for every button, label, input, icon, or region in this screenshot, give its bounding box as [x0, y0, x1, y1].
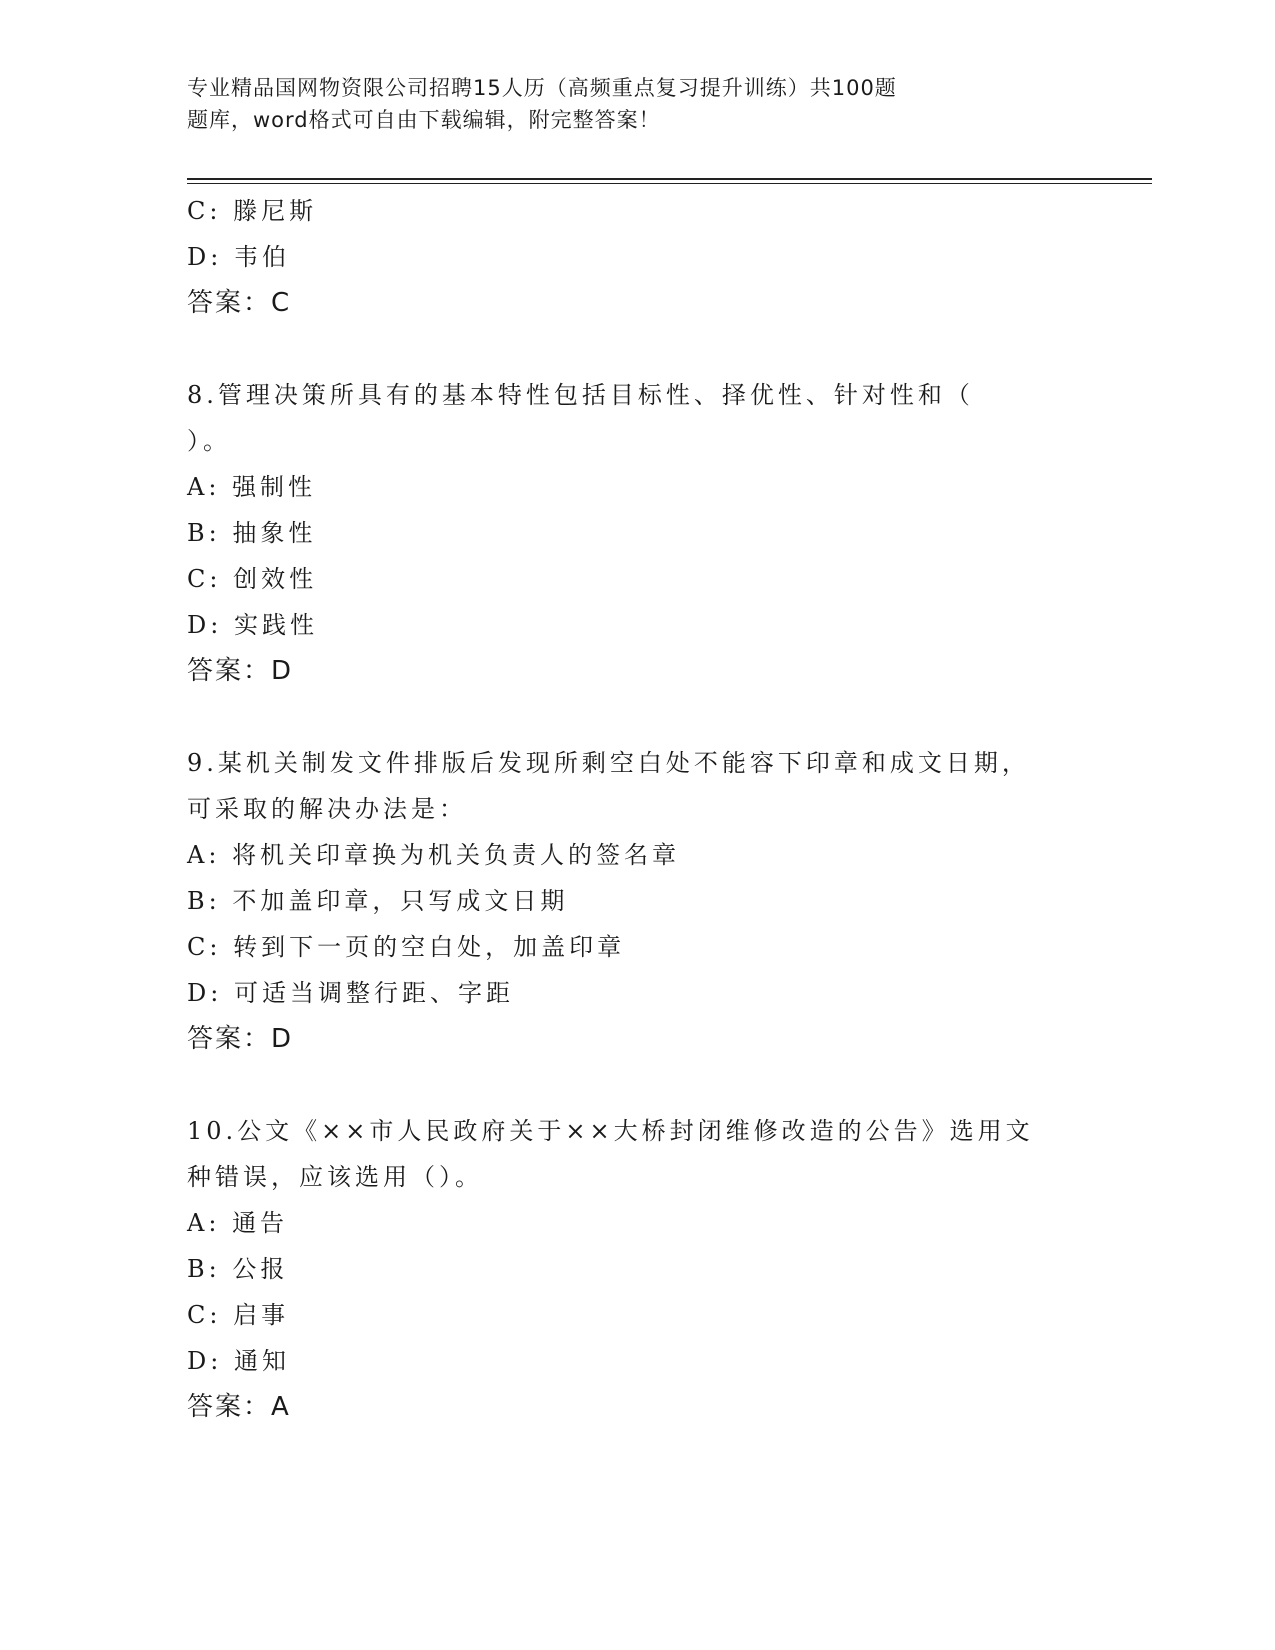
question-stem-line-2: 种错误，应该选用（）。	[187, 1163, 483, 1191]
option-a	[187, 832, 1087, 878]
option-letter: C:	[187, 933, 222, 961]
document-header	[187, 72, 1007, 136]
option-a	[187, 464, 1087, 510]
question-content	[187, 188, 1087, 1430]
option-text: 通知	[233, 1347, 290, 1375]
option-letter: B:	[187, 519, 221, 547]
answer-line: 答案：A	[187, 1392, 291, 1422]
option-text: 将机关印章换为机关负责人的签名章	[232, 841, 681, 869]
option-text: 实践性	[233, 611, 318, 639]
question-stem-line-2: 可采取的解决办法是：	[187, 795, 467, 823]
option-letter: A:	[187, 1209, 221, 1237]
option-letter: D:	[187, 611, 223, 639]
option-letter: B:	[187, 1255, 221, 1283]
option-d	[187, 602, 1087, 648]
question-9	[187, 740, 1087, 1062]
answer-line: 答案：D	[187, 656, 294, 686]
option-letter: C:	[187, 1301, 222, 1329]
question-8	[187, 372, 1087, 694]
header-rule-thin	[187, 183, 1152, 184]
option-text: 滕尼斯	[233, 197, 318, 225]
option-c	[187, 1292, 1087, 1338]
option-text: 通告	[232, 1209, 289, 1237]
header-line-2: 题库，word格式可自由下载编辑，附完整答案！	[187, 108, 661, 132]
option-letter: A:	[187, 841, 221, 869]
question-stem-line-2: ）。	[187, 427, 231, 455]
option-text: 启事	[233, 1301, 290, 1329]
option-letter: A:	[187, 473, 221, 501]
option-letter: C:	[187, 197, 222, 225]
option-text: 转到下一页的空白处，加盖印章	[233, 933, 626, 961]
option-c	[187, 924, 1087, 970]
option-letter: D:	[187, 979, 223, 1007]
option-text: 公报	[232, 1255, 289, 1283]
question-10	[187, 1108, 1087, 1430]
question-stem-line-1: 9.某机关制发文件排版后发现所剩空白处不能容下印章和成文日期，	[187, 749, 1030, 777]
option-c	[187, 556, 1087, 602]
header-rule-thick	[187, 178, 1152, 180]
question-7-tail	[187, 188, 1087, 326]
answer-line: 答案：D	[187, 1024, 294, 1054]
option-text: 韦伯	[233, 243, 290, 271]
answer-line: 答案：C	[187, 288, 292, 318]
option-a	[187, 1200, 1087, 1246]
option-text: 不加盖印章，只写成文日期	[232, 887, 569, 915]
question-stem-line-1: 8.管理决策所具有的基本特性包括目标性、择优性、针对性和（	[187, 381, 974, 409]
option-text: 可适当调整行距、字距	[233, 979, 514, 1007]
option-letter: B:	[187, 887, 221, 915]
option-letter: D:	[187, 1347, 223, 1375]
option-d	[187, 234, 1087, 280]
option-c	[187, 188, 1087, 234]
option-letter: D:	[187, 243, 223, 271]
option-b	[187, 1246, 1087, 1292]
option-b	[187, 510, 1087, 556]
header-line-1: 专业精品国网物资限公司招聘15人历（高频重点复习提升训练）共100题	[187, 76, 897, 100]
option-d	[187, 970, 1087, 1016]
option-letter: C:	[187, 565, 222, 593]
question-stem-line-1: 10.公文《××市人民政府关于××大桥封闭维修改造的公告》选用文	[187, 1117, 1034, 1145]
option-text: 创效性	[233, 565, 318, 593]
option-text: 强制性	[232, 473, 317, 501]
option-d	[187, 1338, 1087, 1384]
option-text: 抽象性	[232, 519, 317, 547]
option-b	[187, 878, 1087, 924]
